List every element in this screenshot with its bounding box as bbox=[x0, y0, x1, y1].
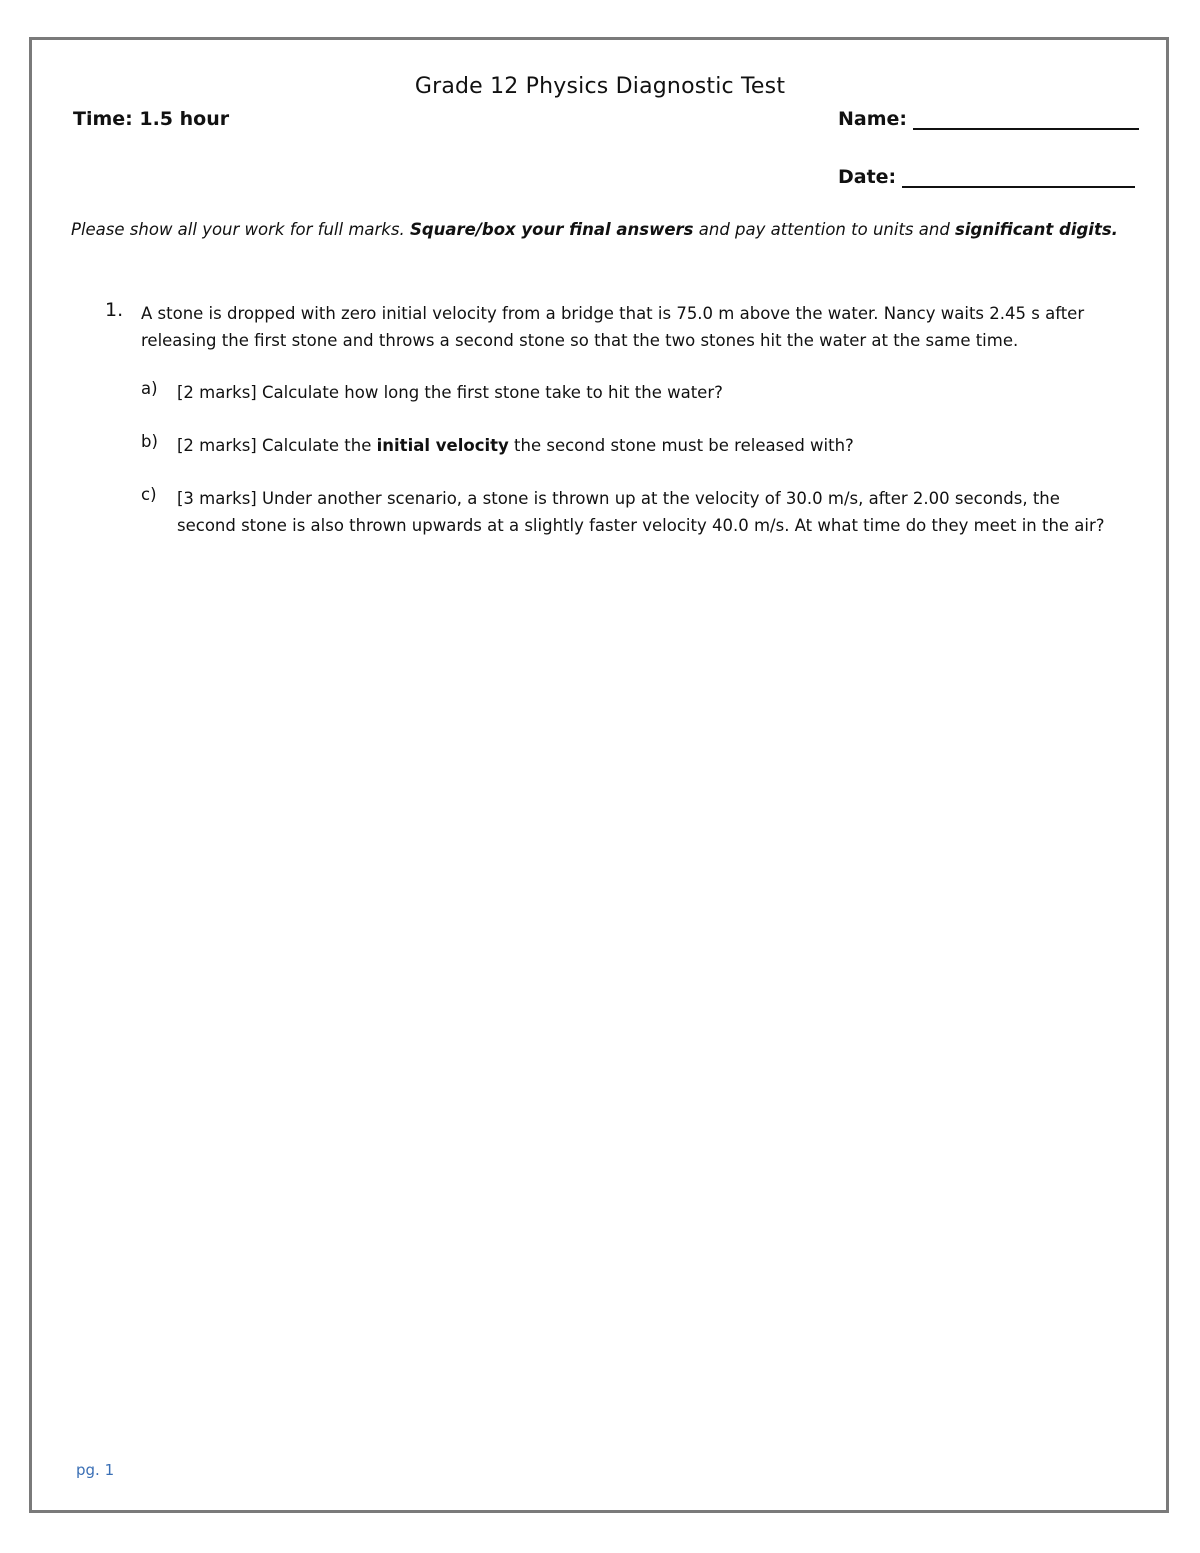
name-field[interactable] bbox=[838, 108, 1139, 130]
subquestion-b-bold: initial velocity bbox=[376, 436, 509, 455]
subquestion-c-text: [3 marks] Under another scenario, a stone is thrown up at the velocity of 30.0 m/s, after 2.00 seconds, the second stone is also thrown upwards at a slightly faster velocity 40.0 m/s. At what time do they meet in the air? bbox=[177, 489, 1105, 535]
instructions-text-1: Please show all your work for full marks. bbox=[71, 220, 410, 239]
instructions-bold-2: significant digits. bbox=[955, 220, 1118, 239]
subquestion-b-text-2: the second stone must be released with? bbox=[508, 436, 854, 455]
time-limit: Time: 1.5 hour bbox=[73, 108, 230, 130]
page-number: pg. 1 bbox=[76, 1461, 115, 1479]
question-number: 1. bbox=[105, 299, 124, 321]
subquestion-c-letter: c) bbox=[141, 485, 157, 504]
name-line[interactable] bbox=[913, 110, 1139, 130]
subquestion-a-text: [2 marks] Calculate how long the first stone take to hit the water? bbox=[177, 383, 723, 402]
subquestion-b-letter: b) bbox=[141, 432, 158, 451]
date-label: Date: bbox=[838, 166, 897, 188]
page-border bbox=[29, 37, 1169, 1513]
page-title: Grade 12 Physics Diagnostic Test bbox=[414, 74, 786, 99]
question-text: A stone is dropped with zero initial velocity from a bridge that is 75.0 m above the water. Nancy waits 2.45 s after releasing the first stone and throws a second stone so that the two stones hit the water at the same time. bbox=[141, 304, 1085, 350]
name-label: Name: bbox=[838, 108, 908, 130]
date-field[interactable] bbox=[838, 166, 1135, 188]
subquestion-b-text-1: [2 marks] Calculate the bbox=[177, 436, 377, 455]
subquestion-b-text bbox=[177, 432, 1122, 459]
instructions bbox=[71, 220, 1118, 239]
instructions-bold-1: Square/box your final answers bbox=[409, 220, 694, 239]
subquestion-a-letter: a) bbox=[141, 379, 158, 398]
date-line[interactable] bbox=[902, 168, 1135, 188]
instructions-text-2: and pay attention to units and bbox=[693, 220, 956, 239]
